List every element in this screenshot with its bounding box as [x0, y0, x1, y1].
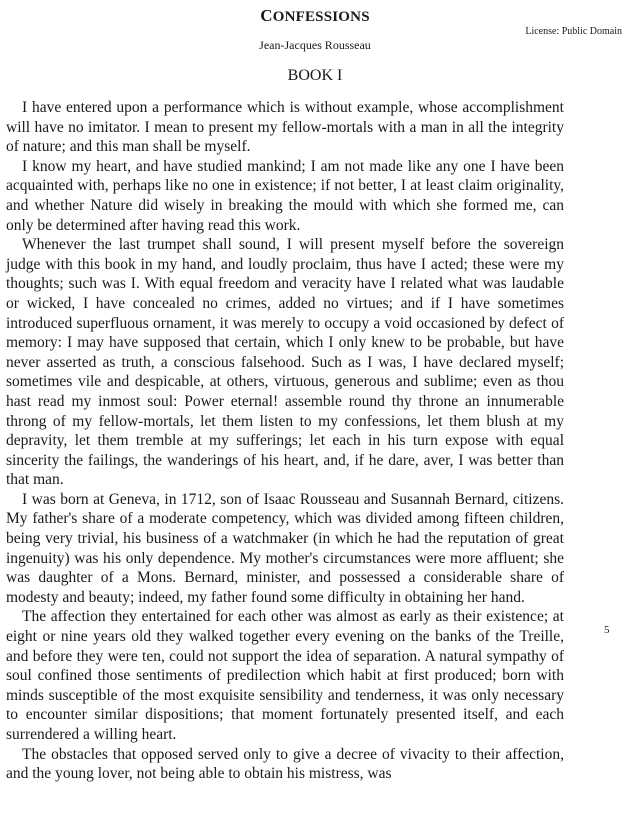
paragraph: The affection they entertained for each other was almost as early as their existence; at eight or nine years old they walked together every evening on the banks of the Treille, and before they were ten, could not support the idea of separation. A natural sympathy of soul confined those sentiments of predilection which habit at first produced; born with minds susceptible of the most exquisite sensibility and tenderness, it was only necessary to encounter similar dispositions; that moment fortunately presented itself, and each surrendered a willing heart. [6, 608, 564, 743]
book-heading: BOOK I [287, 67, 343, 84]
book-title [0, 6, 630, 27]
paragraph: The obstacles that opposed served only to give a decree of vivacity to their affection, and the young lover, not being able to obtain his mistress, was [6, 745, 564, 783]
license-note: License: Public Domain [525, 26, 622, 37]
paragraph: I was born at Geneva, in 1712, son of Isaac Rousseau and Susannah Bernard, citizens. My father's share of a moderate competency, which was divided among fifteen children, being very trivial, his business of a watchmaker (in which he had the reputation of great ingenuity) was his only dependence. My mother's circumstances were more affluent; she was daughter of a Mons. Bernard, minister, and possessed a considerable share of modesty and beauty; indeed, my father found some difficulty in obtaining her hand. [6, 490, 564, 606]
paragraph: I know my heart, and have studied mankind; I am not made like any one I have been acquainted with, perhaps like no one in existence; if not better, I at least claim originality, and whether Nature did wisely in breaking the mould with which she formed me, can only be determined after having read this work. [6, 157, 564, 234]
margin-line-number: 5 [604, 624, 610, 636]
book-title-rest: ONFESSIONS [272, 9, 370, 25]
paragraph: Whenever the last trumpet shall sound, I will present myself before the sovereign judge with this book in my hand, and loudly proclaim, thus have I acted; these were my thoughts; such was I. With equal freedom and veracity have I related what was laudable or wicked, I have concealed no crimes, added no virtues; and if I have sometimes introduced superfluous ornament, it was merely to occupy a void occasioned by defect of memory: I may have supposed that certain, which I only knew to be probable, but have never asserted as truth, a conscious falsehood. Such as I was, I have declared myself; sometimes vile and despicable, at others, virtuous, generous and sublime; even as thou hast read my inmost soul: Power eternal! assemble round thy throne an innumerable throng of my fellow-mortals, let them listen to my confessions, let them blush at my depravity, let them tremble at my sufferings; let each in his turn expose with equal sincerity the failings, the wanderings of his heart, and, if he dare, aver, I was better than that man. [6, 236, 564, 489]
book-title-initial: C [260, 6, 273, 25]
paragraph: I have entered upon a performance which is without example, whose accomplishment will have no imitator. I mean to present my fellow-mortals with a man in all the integrity of nature; and this man shall be myself. [6, 99, 564, 156]
body-text [6, 98, 564, 784]
author-name: Jean-Jacques Rousseau [259, 38, 371, 52]
